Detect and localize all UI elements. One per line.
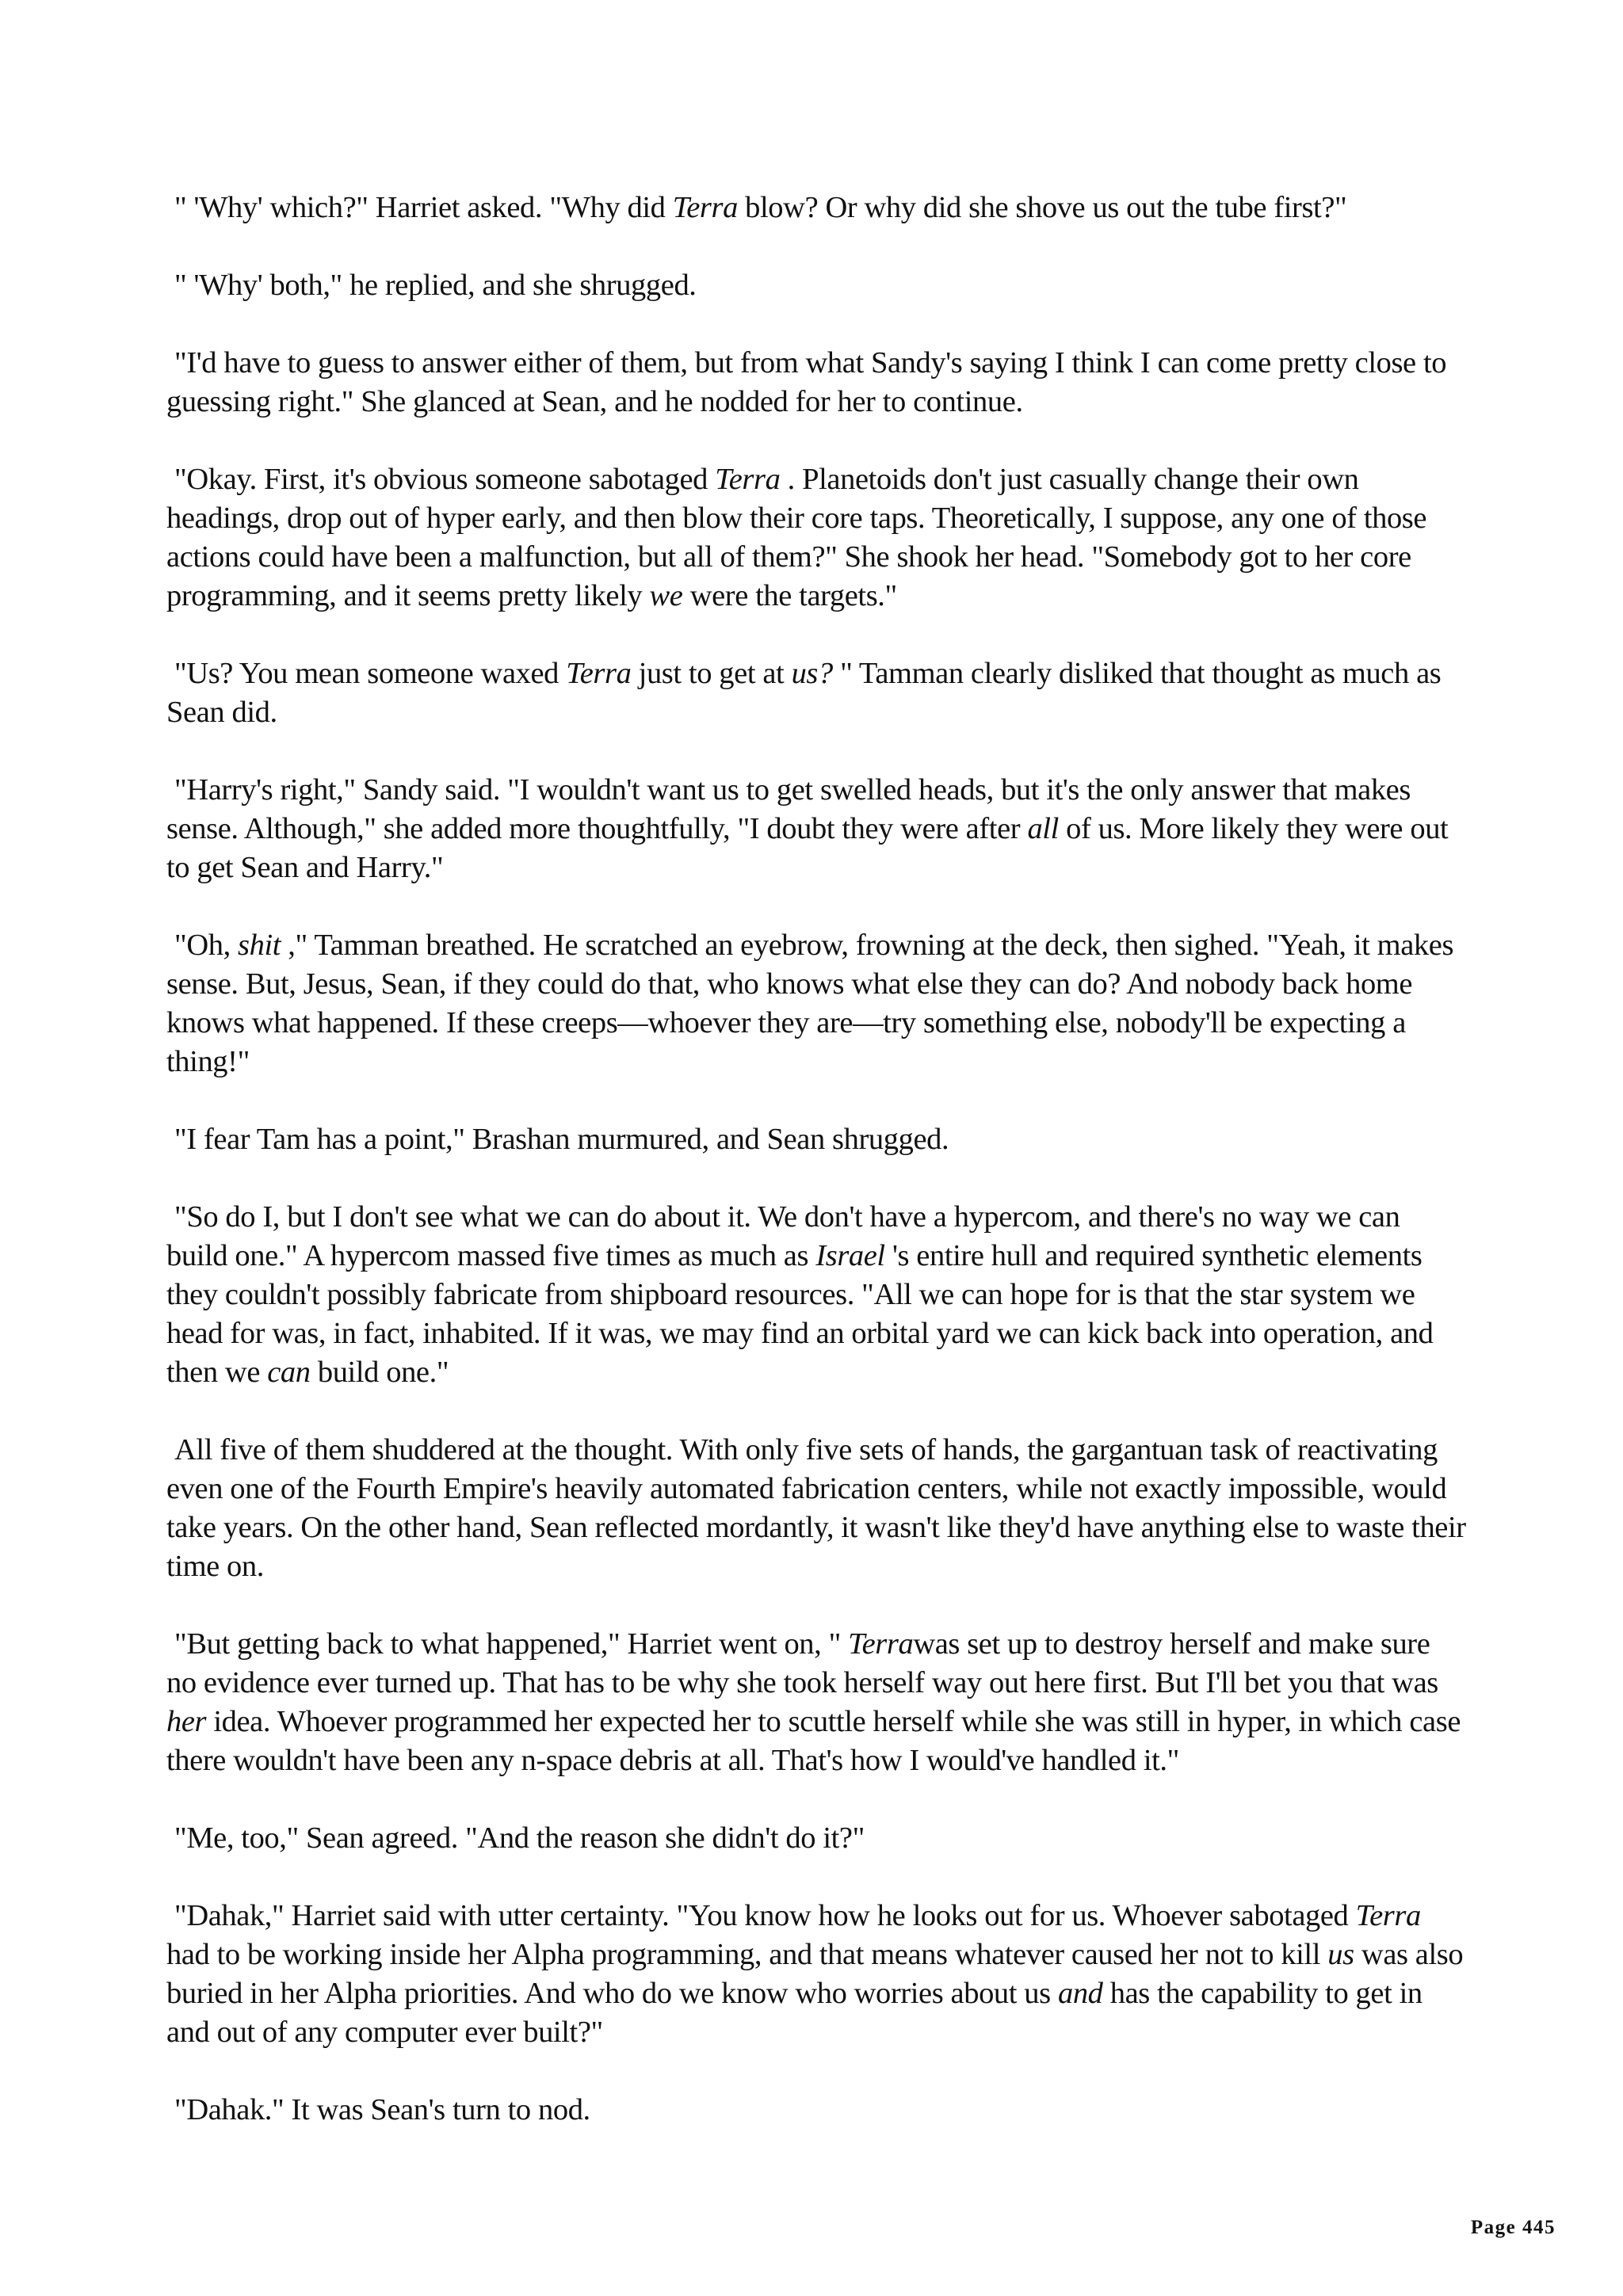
text-run: "I'd have to guess to answer either of them, but from what Sandy's saying I think I can come pretty close to guessing right." She glanced at Sean, and he nodded for her to continue. xyxy=(166,346,1447,418)
paragraph xyxy=(166,1819,1466,1858)
paragraph xyxy=(166,1625,1466,1780)
text-run: " 'Why' both," he replied, and she shrugged. xyxy=(174,269,697,302)
italic-text: her xyxy=(166,1705,207,1738)
text-run: "Us? You mean someone waxed xyxy=(174,657,567,690)
paragraph xyxy=(166,1120,1466,1159)
text-run: "Me, too," Sean agreed. "And the reason she didn't do it?" xyxy=(174,1821,865,1855)
paragraph xyxy=(166,1198,1466,1392)
paragraph xyxy=(166,654,1466,732)
paragraph xyxy=(166,1897,1466,2052)
text-run: 's entire hull and required synthetic elements they couldn't possibly fabricate from shipboard resources. "All we can hope for is that the star system we head for was, in fact, inhabited. If it was, we may find an orbital yard we can kick back into operation, and then we xyxy=(166,1239,1434,1389)
italic-text: Terra xyxy=(715,463,781,496)
text-run: "Harry's right," Sandy said. "I wouldn't want us to get swelled heads, but it's the only answer that makes sense. Although," she added more thoughtfully, "I doubt they were after xyxy=(166,773,1411,845)
text-run: "Dahak," Harriet said with utter certainty. "You know how he looks out for us. Whoever sabotaged xyxy=(174,1899,1356,1932)
text-run: " Tamman clearly disliked that thought as much as Sean did. xyxy=(166,657,1442,729)
document-body xyxy=(166,189,1466,2168)
text-run: build one." xyxy=(310,1356,449,1389)
italic-text: Terra xyxy=(566,657,632,690)
text-run: "I fear Tam has a point," Brashan murmured, and Sean shrugged. xyxy=(174,1123,949,1156)
italic-text: and xyxy=(1057,1977,1103,2010)
italic-text: Terra xyxy=(1355,1899,1421,1932)
text-run: blow? Or why did she shove us out the tube first?" xyxy=(737,191,1347,224)
text-run: "But getting back to what happened," Harriet went on, " xyxy=(174,1627,849,1661)
text-run: All five of them shuddered at the thought. With only five sets of hands, the gargantuan task of reactivating even one of the Fourth Empire's heavily automated fabrication centers, while not exactly impossible, would take years. On the other hand, Sean reflected mordantly, it wasn't like they'd have anything else to waste their time on. xyxy=(166,1433,1466,1583)
text-run: of us. More likely they were out to get Sean and Harry." xyxy=(166,812,1449,884)
text-run: ," Tamman breathed. He scratched an eyebrow, frowning at the deck, then sighed. "Yeah, it makes sense. But, Jesus, Sean, if they could do that, who knows what else they can do? And nobody back home knows what happened. If these creeps—whoever they are—try something else, nobody'll be expecting a thing!" xyxy=(166,929,1454,1078)
text-run: " 'Why' which?" Harriet asked. "Why did xyxy=(174,191,673,224)
italic-text: Terra xyxy=(848,1627,914,1661)
paragraph xyxy=(166,266,1466,305)
italic-text: Terra xyxy=(672,191,738,224)
paragraph xyxy=(166,771,1466,887)
text-run: has the capability to get in and out of any computer ever built?" xyxy=(166,1977,1423,2049)
text-run: "Oh, xyxy=(174,929,239,962)
paragraph xyxy=(166,926,1466,1081)
italic-text: Israel xyxy=(815,1239,885,1272)
italic-text: us? xyxy=(791,657,833,690)
italic-text: all xyxy=(1027,812,1059,845)
paragraph xyxy=(166,344,1466,421)
paragraph xyxy=(166,189,1466,227)
italic-text: can xyxy=(267,1356,311,1389)
text-run: . Planetoids don't just casually change their own headings, drop out of hyper early, and then blow their core taps. Theoretically, I suppose, any one of those actions could have been a malfunction, but all of them?" She shook her head. "Somebody got to her core programming, and it seems pretty likely xyxy=(166,463,1427,612)
italic-text: us xyxy=(1327,1938,1354,1971)
text-run: "Dahak." It was Sean's turn to nod. xyxy=(174,2093,590,2126)
text-run: was set up to destroy herself and make sure no evidence ever turned up. That has to be why she took herself way out here first. But I'll bet you that was xyxy=(166,1627,1438,1699)
text-run: idea. Whoever programmed her expected her to scuttle herself while she was still in hyper, in which case there wouldn't have been any n-space debris at all. That's how I would've handled it." xyxy=(166,1705,1461,1777)
paragraph xyxy=(166,1431,1466,1586)
text-run: "Okay. First, it's obvious someone sabotaged xyxy=(174,463,716,496)
text-run: was also buried in her Alpha priorities. And who do we know who worries about us xyxy=(166,1938,1464,2010)
italic-text: shit xyxy=(238,929,281,962)
text-run: "So do I, but I don't see what we can do about it. We don't have a hypercom, and there's no way we can build one." A hypercom massed five times as much as xyxy=(166,1200,1400,1272)
text-run: were the targets." xyxy=(682,579,897,612)
italic-text: we xyxy=(649,579,683,612)
text-run: just to get at xyxy=(631,657,792,690)
paragraph xyxy=(166,2091,1466,2130)
page-number: Page 445 xyxy=(1470,2217,1556,2238)
paragraph xyxy=(166,460,1466,616)
text-run: had to be working inside her Alpha programming, and that means whatever caused her not to kill xyxy=(166,1938,1328,1971)
